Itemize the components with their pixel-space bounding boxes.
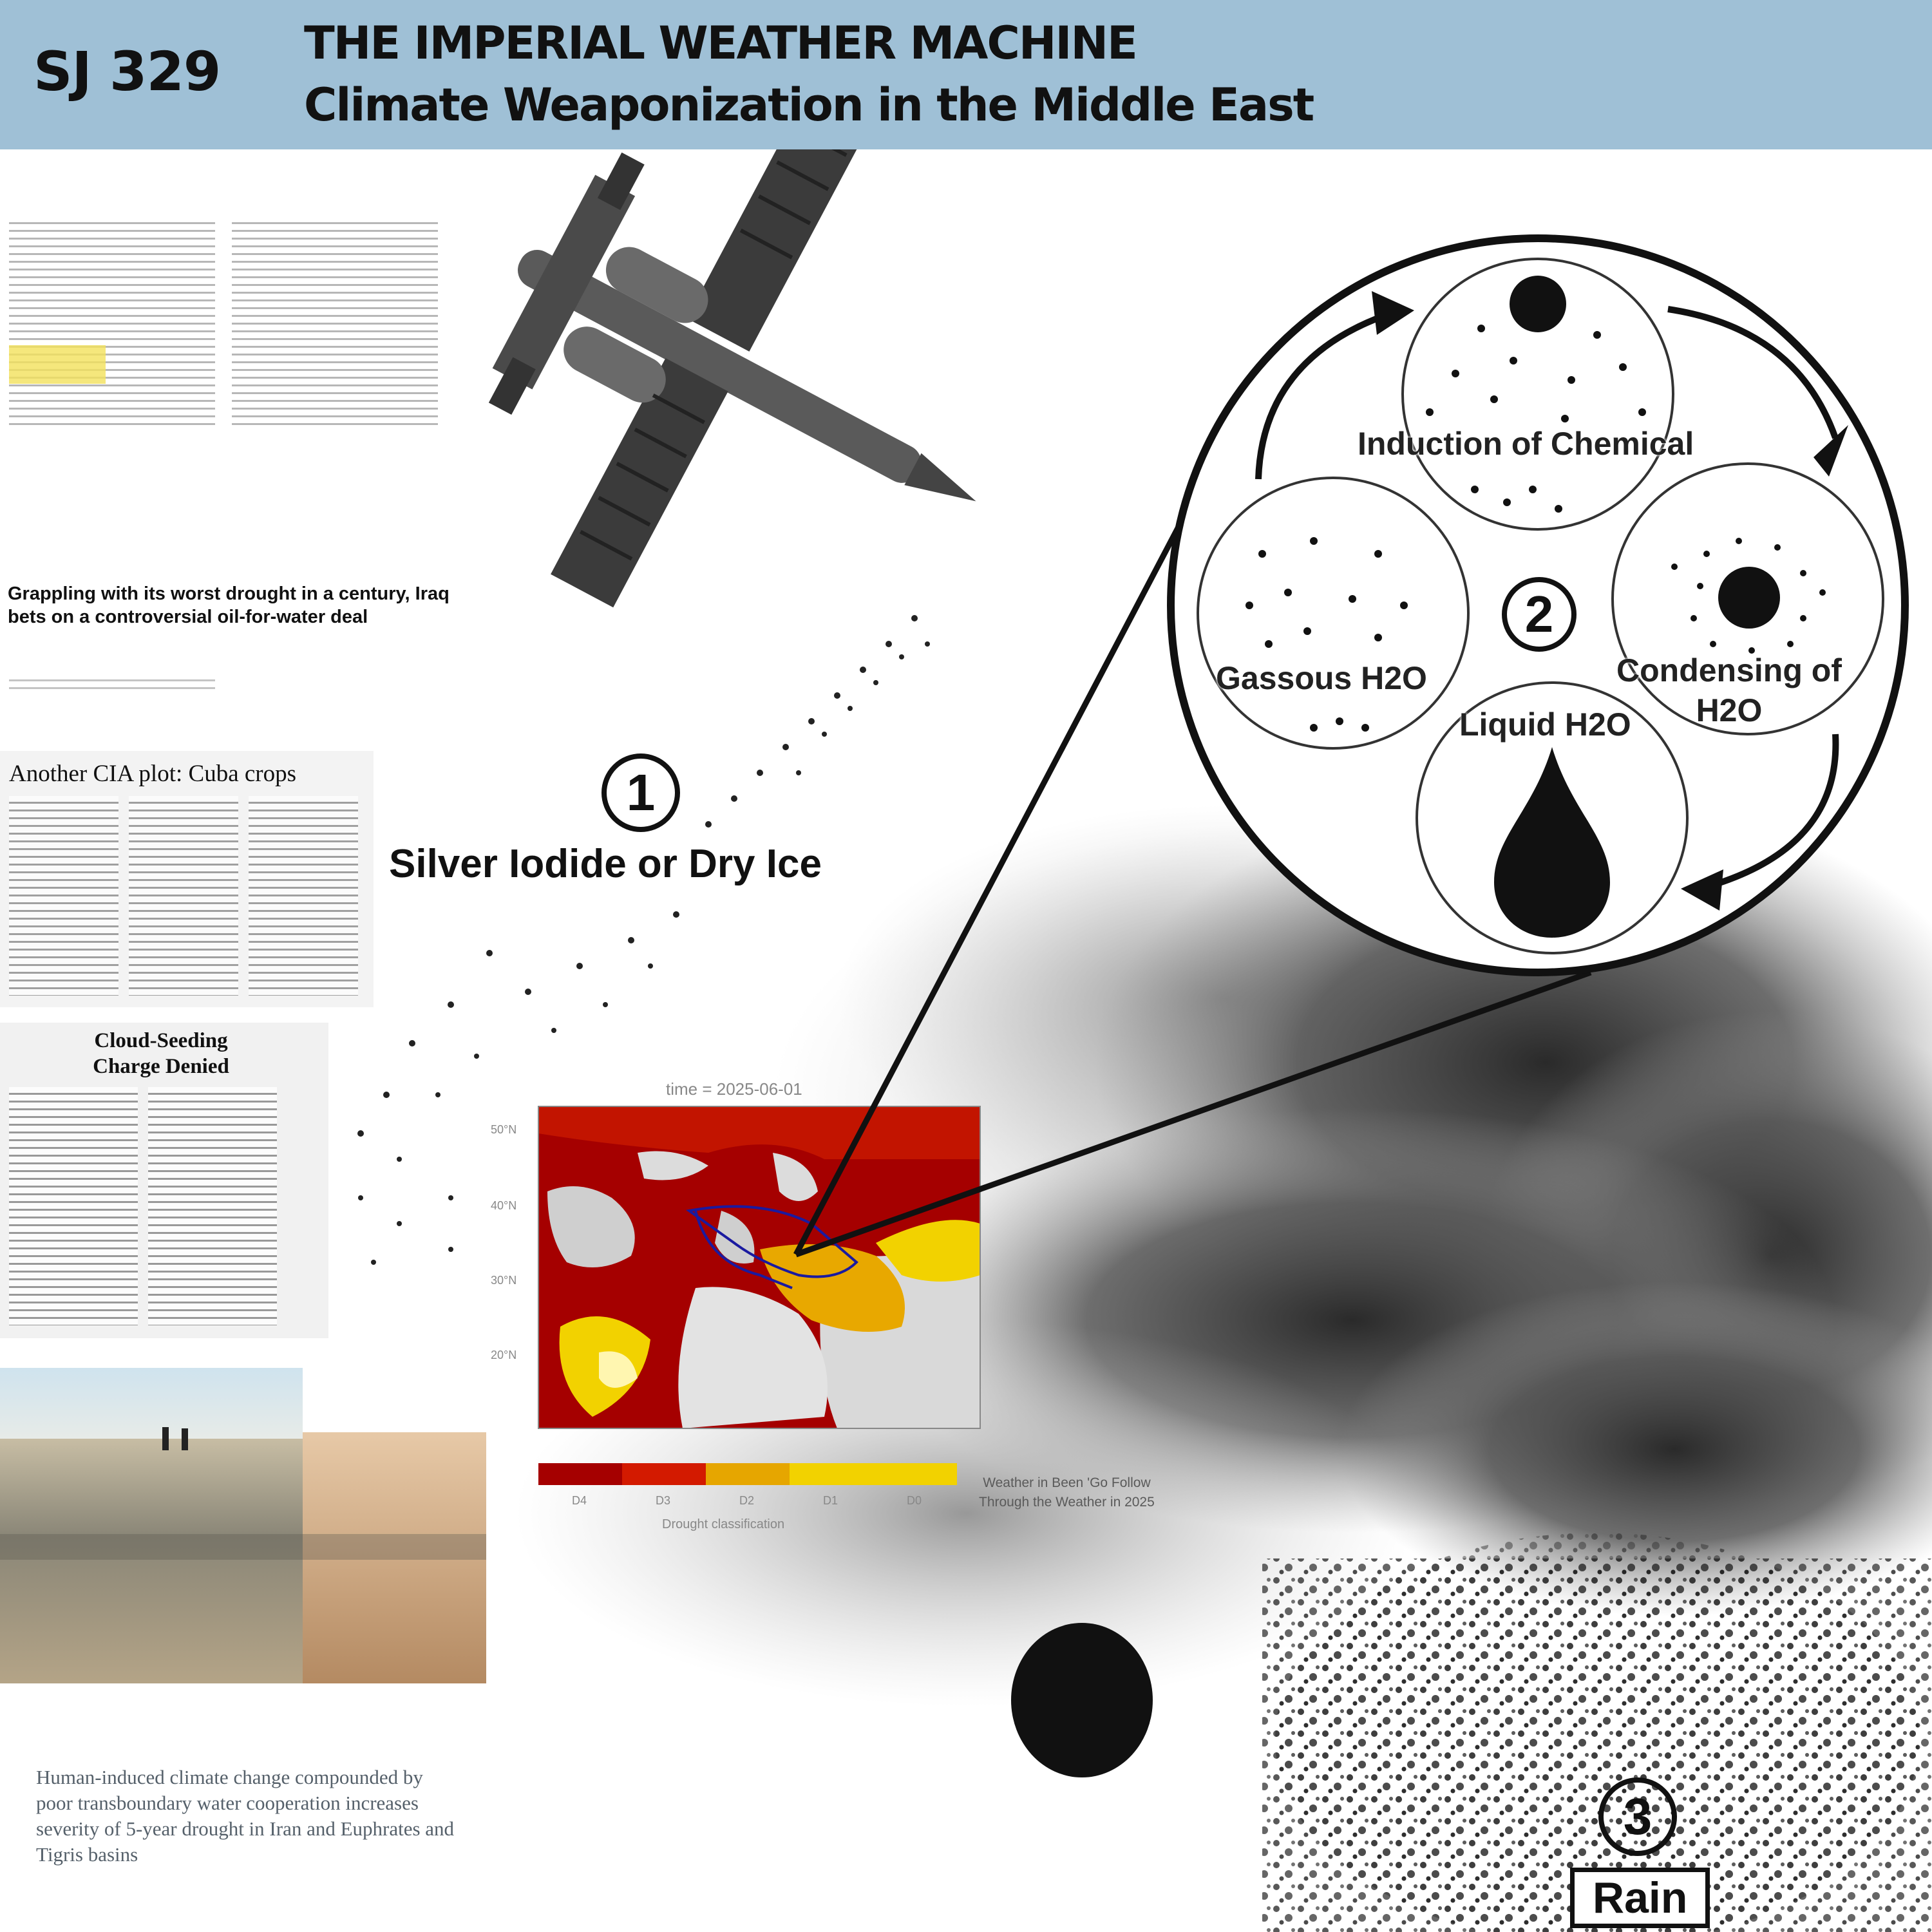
phase-induction-label: Induction of Chemical xyxy=(1358,426,1694,462)
colorbar-label: Drought classification xyxy=(662,1517,785,1531)
colorbar-tick: D3 xyxy=(656,1494,671,1507)
news-clipping-cloud-seeding xyxy=(0,1023,328,1338)
step-2-badge: 2 xyxy=(1502,577,1577,652)
phase-condensing-line2: H2O xyxy=(1696,692,1763,728)
lat-tick: 20°N xyxy=(491,1349,517,1361)
research-quote: Human-induced climate change compounded by poor transboundary water cooperation increases severity of 5-year drought in Iran and Euphrates and Tigris basins xyxy=(36,1766,455,1866)
map-caption-line1: Weather in Been 'Go Follow xyxy=(983,1475,1151,1490)
article-text-block xyxy=(232,216,438,429)
drought-map xyxy=(538,1106,980,1485)
map-caption-line2: Through the Weather in 2025 xyxy=(979,1495,1155,1510)
colorbar-tick: D1 xyxy=(823,1494,838,1507)
highlight-marker xyxy=(9,345,106,384)
phase-gaseous-label: Gassous H2O xyxy=(1216,660,1427,696)
cloud-seeding-headline: Cloud-Seeding Charge Denied xyxy=(93,1029,229,1078)
article-text-block xyxy=(9,216,215,429)
map-caption xyxy=(979,1473,1155,1512)
course-code: SJ 329 xyxy=(33,40,221,103)
header-bar xyxy=(0,0,1932,149)
phase-condensing-line1: Condensing of xyxy=(1616,652,1842,688)
desert-photo xyxy=(0,1368,486,1683)
phase-condensing-label xyxy=(1616,650,1842,730)
map-time-label: time = 2025-06-01 xyxy=(666,1079,802,1099)
rain-label: Rain xyxy=(1570,1868,1710,1928)
step-1-label: Silver Iodide or Dry Ice xyxy=(389,842,822,886)
colorbar-tick: D0 xyxy=(907,1494,922,1507)
lat-tick: 30°N xyxy=(491,1274,517,1287)
step-3-badge: 3 xyxy=(1598,1777,1677,1856)
byline xyxy=(9,674,215,693)
article-column xyxy=(129,796,238,996)
article-column xyxy=(9,796,118,996)
cia-headline: Another CIA plot: Cuba crops xyxy=(9,761,297,787)
poster-title: THE IMPERIAL WEATHER MACHINE xyxy=(304,17,1137,70)
article-column xyxy=(148,1087,277,1325)
news-clipping-cia xyxy=(0,751,374,1007)
lat-tick: 50°N xyxy=(491,1123,517,1136)
drought-headline: Grappling with its worst drought in a century, Iraq bets on a controversial oil-for-water deal xyxy=(8,583,450,627)
colorbar-tick: D2 xyxy=(739,1494,755,1507)
lat-tick: 40°N xyxy=(491,1199,517,1212)
poster-subtitle: Climate Weaponization in the Middle East xyxy=(304,79,1314,131)
article-column xyxy=(249,796,358,996)
news-clipping-drought xyxy=(0,152,477,712)
article-column xyxy=(9,1087,138,1325)
step-1-badge: 1 xyxy=(601,753,680,832)
phase-liquid-label: Liquid H2O xyxy=(1459,706,1631,743)
colorbar-tick: D4 xyxy=(572,1494,587,1507)
